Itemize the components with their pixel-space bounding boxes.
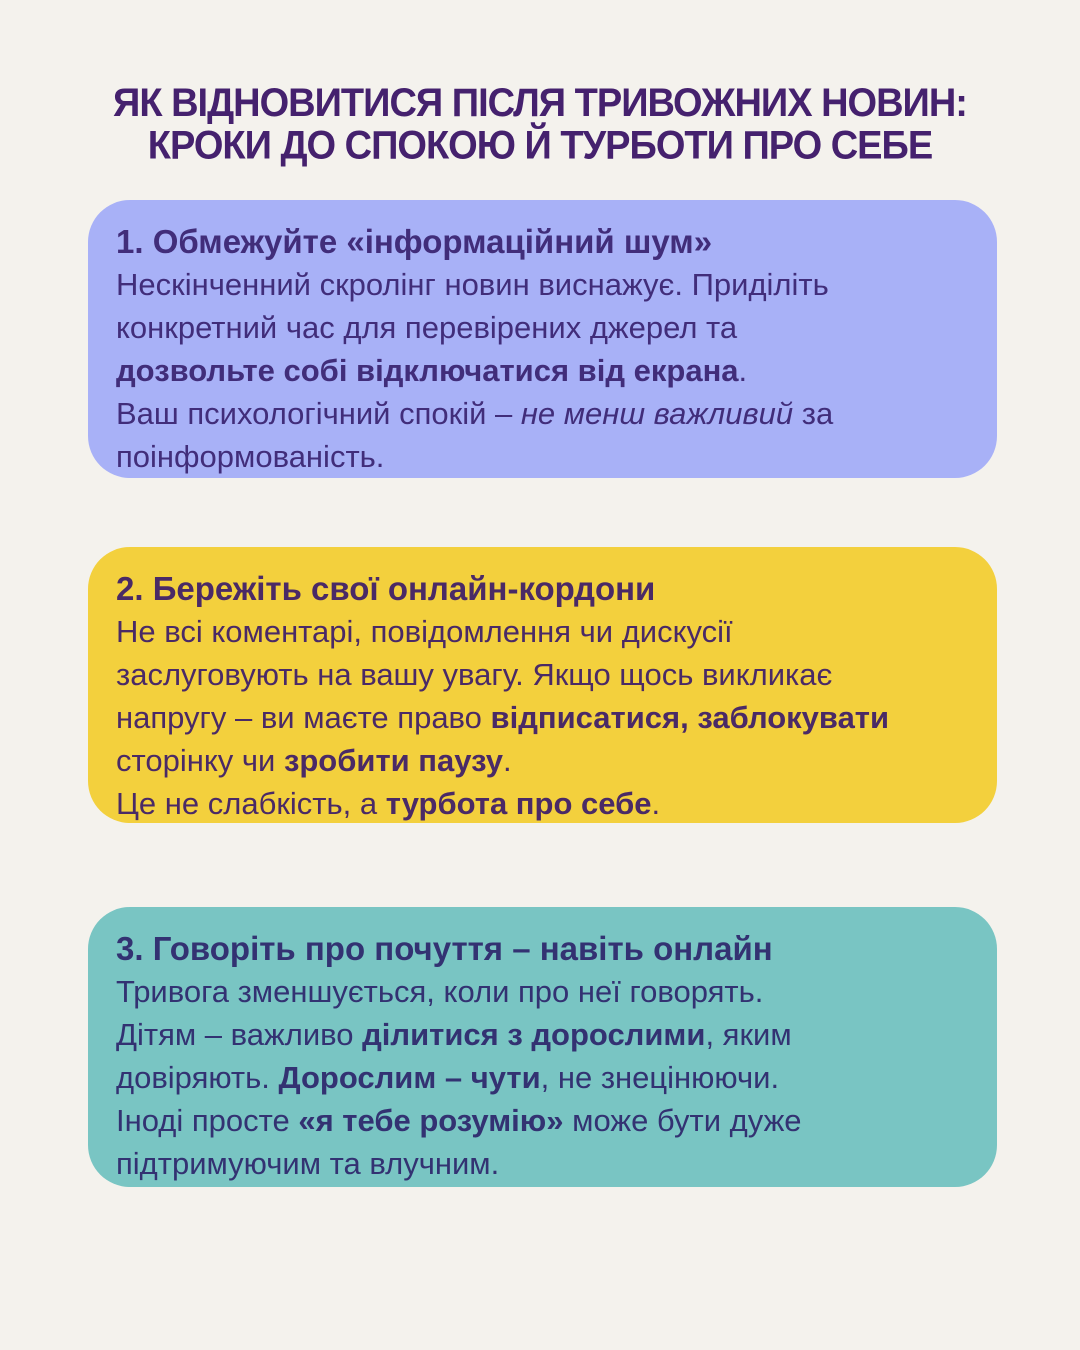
text-segment: відписатися,: [490, 700, 689, 735]
card-heading: 2. Бережіть свої онлайн-кордони: [116, 570, 656, 607]
text-line: [116, 1013, 969, 1056]
text-line: [116, 610, 969, 653]
text-line: [116, 349, 969, 392]
card-heading: 3. Говоріть про почуття – навіть онлайн: [116, 930, 773, 967]
text-segment: Ваш психологічний спокій –: [116, 396, 521, 431]
text-line: [116, 263, 969, 306]
card-talk-about-feelings: [88, 907, 997, 1187]
text-segment: .: [502, 743, 512, 778]
text-line: [116, 739, 969, 782]
text-segment: зробити паузу: [283, 743, 503, 778]
text-segment: конкретний час для перевірених джерел та: [116, 310, 738, 345]
text-segment: підтримуючим та влучним.: [116, 1146, 500, 1181]
text-line: [116, 696, 969, 739]
text-line: [116, 653, 969, 696]
text-segment: довіряють.: [116, 1060, 279, 1095]
text-line: [116, 392, 969, 435]
text-segment: дозвольте собі відключатися від екрана: [116, 353, 739, 388]
text-segment: Тривога зменшується, коли про неї говорять.: [116, 974, 764, 1009]
text-segment: Не всі коментарі, повідомлення чи дискусії: [116, 614, 733, 649]
text-line: [116, 782, 969, 825]
text-segment: заслуговують на вашу увагу. Якщо щось викликає: [116, 657, 833, 692]
text-line: [116, 970, 969, 1013]
text-segment: , не знецінюючи.: [540, 1060, 780, 1095]
text-segment: .: [738, 353, 748, 388]
text-segment: .: [651, 786, 661, 821]
text-segment: не менш важливий: [520, 396, 794, 431]
text-segment: Іноді просте: [116, 1103, 299, 1138]
text-segment: напругу – ви маєте право: [116, 700, 491, 735]
text-segment: ділитися з дорослими: [362, 1017, 706, 1052]
card-heading: 1. Обмежуйте «інформаційний шум»: [116, 223, 713, 260]
card-body: [116, 970, 969, 1185]
page-title-line1: ЯК ВІДНОВИТИСЯ ПІСЛЯ ТРИВОЖНИХ НОВИН:: [113, 80, 967, 126]
page-title-line2: КРОКИ ДО СПОКОЮ Й ТУРБОТИ ПРО СЕБЕ: [147, 123, 933, 168]
text-segment: турбота про себе: [385, 786, 652, 821]
text-segment: поінформованість.: [116, 439, 385, 474]
text-segment: , яким: [705, 1017, 792, 1052]
card-body: [116, 263, 969, 478]
text-segment: заблокувати: [697, 700, 890, 735]
text-segment: Це не слабкість, а: [116, 786, 386, 821]
card-protect-online-boundaries: [88, 547, 997, 823]
text-line: [116, 306, 969, 349]
text-segment: за: [793, 396, 834, 431]
text-segment: Дорослим – чути: [278, 1060, 541, 1095]
text-segment: може бути дуже: [563, 1103, 802, 1138]
text-line: [116, 1056, 969, 1099]
card-body: [116, 610, 969, 825]
text-segment: сторінку чи: [116, 743, 284, 778]
text-line: [116, 435, 969, 478]
text-line: [116, 1099, 969, 1142]
text-segment: Нескінченний скролінг новин виснажує. Приділіть: [116, 267, 829, 302]
text-segment: Дітям – важливо: [116, 1017, 363, 1052]
text-segment: «я тебе розумію»: [298, 1103, 564, 1138]
page-title: [0, 82, 1080, 167]
text-line: [116, 1142, 969, 1185]
card-limit-information-noise: [88, 200, 997, 478]
